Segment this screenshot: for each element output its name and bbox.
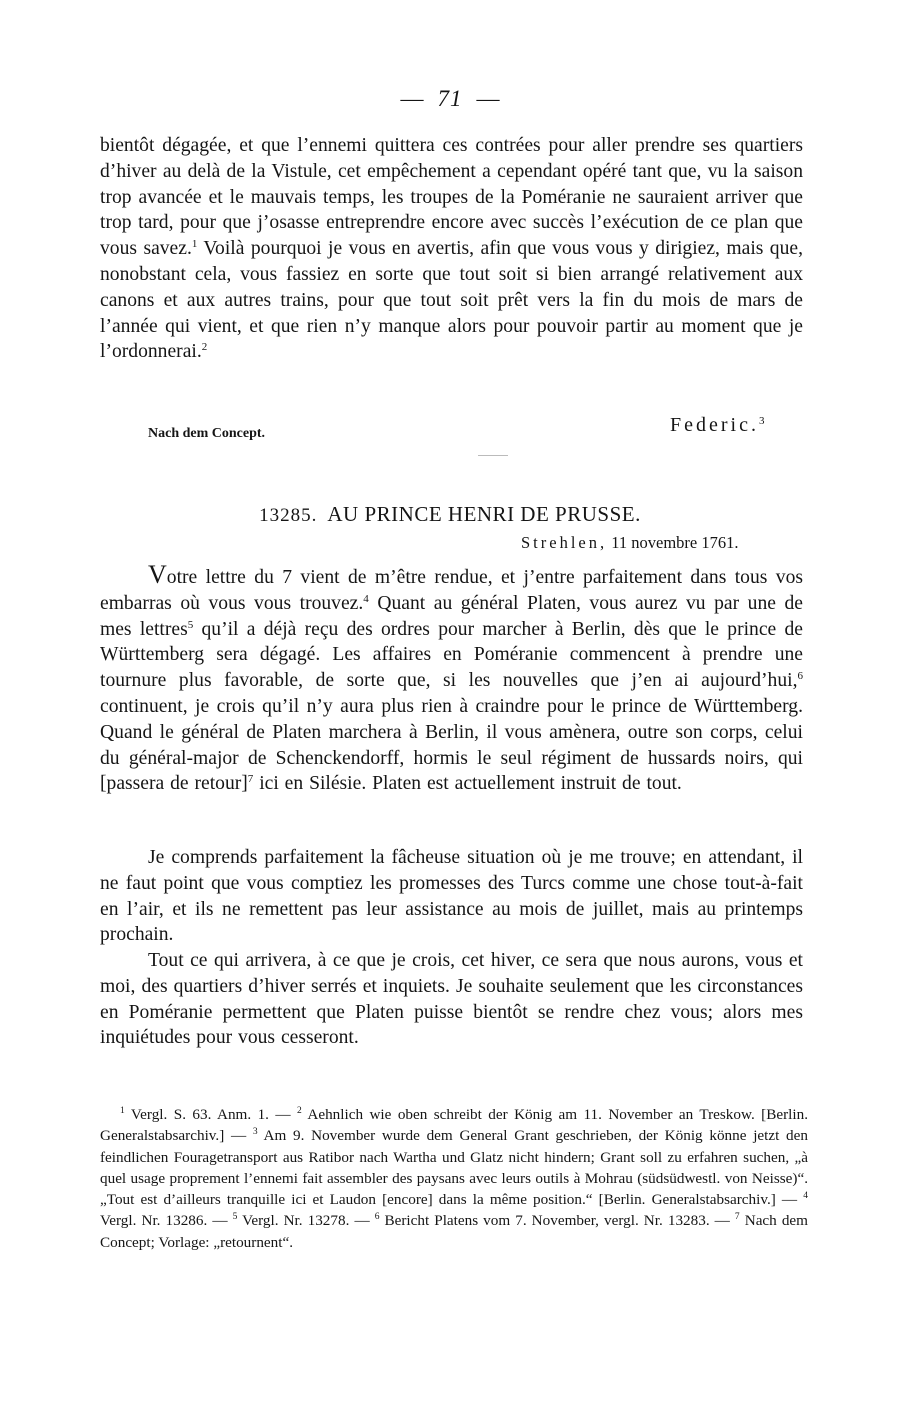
footnote-6-marker: 6 xyxy=(374,1212,380,1223)
footnote-ref-7: 7 xyxy=(247,773,254,786)
letter-addressee: AU PRINCE HENRI DE PRUSSE. xyxy=(327,502,641,526)
letter-date: 11 novembre 1761. xyxy=(611,533,739,552)
footnote-4-marker: 4 xyxy=(803,1191,808,1202)
signature: Federic.$^3$ xyxy=(670,414,768,436)
section-divider xyxy=(478,455,508,456)
footnote-ref-6: 6 xyxy=(797,670,803,683)
footnote-7-text: Nach dem Concept; Vorlage: „retournent“. xyxy=(100,1212,808,1251)
header-dash-right: — xyxy=(476,86,500,111)
footnote-ref-2: 2 xyxy=(201,341,208,354)
page-header xyxy=(0,86,900,112)
letter-paragraph-2: Je comprends parfaitement la fâcheuse situation où je me trouve; en attendant, il ne faut point que vous comptiez les promesses des Turcs comme une chose tout-à-fait en l’air, et ils ne remettent pas leur assistance au mois de juillet, mais au printemps prochain. xyxy=(100,847,803,946)
footnote-ref-1: 1 xyxy=(191,238,198,251)
letter-number: 13285. xyxy=(259,505,318,526)
drop-capital: V xyxy=(148,560,167,589)
footnote-6-text: Bericht Platens vom 7. November, vergl. Nr. 13283. — xyxy=(379,1212,735,1230)
letter-dateline xyxy=(521,533,739,553)
source-note: Nach dem Concept. xyxy=(148,426,266,441)
letter-paragraph-1: Votre lettre du 7 vient de m’être rendue, et j’entre parfaitement dans tous vos embarras où vous vous trouvez.$^4$ Quant au général Platen, vous aurez vu par une de mes lettres$^5$ qu’il a déjà reçu des ordres pour marcher à Berlin, dès que le prince de Württemberg sera dégagé. Les affaires en Poméranie commencent à prendre une tournure plus favorable, de sorte que, si les nouvelles que j’en ai aujourd’hui,$^6$ continuent, je crois qu’il n’y aura plus rien à craindre pour le prince de Württemberg. Quand le général de Platen marchera à Berlin, il vous amènera, outre son corps, celui du général-major de Schenckendorff, hormis le seul régiment de hussards noirs, qui [passera de retour]$^7$ ici en Silésie. Platen est actuellement instruit de tout. xyxy=(100,560,803,795)
letter-heading xyxy=(0,502,900,527)
footnote-4-text: Vergl. Nr. 13286. — xyxy=(100,1212,233,1230)
letter-paragraph-3: Tout ce qui arrivera, à ce que je crois, cet hiver, ce sera que nous aurons, vous et moi, des quartiers d’hiver serrés et inquiets. Je souhaite seulement que les circonstances en Poméranie permettent que Platen puisse bientôt se rendre chez vous; alors mes inquiétudes pour vous cesseront. xyxy=(100,950,803,1049)
previous-letter-text: bientôt dégagée, et que l’ennemi quittera ces contrées pour aller prendre ses quartiers d’hiver au delà de la Vistule, cet empêchement a cependant opéré tant que, vu la saison trop avancée et le mauvais temps, les troupes de la Poméranie ne sauraient arriver que trop tard, pour que j’osasse entreprendre encore avec succès l’exécution de ce plan que vous savez.$^1$ Voilà pourquoi je vous en avertis, afin que vous vous y dirigiez, mais que, nonobstant cela, vous fassiez en sorte que tout soit si bien arrangé relativement aux canons et aux autres trains, pour que tout soit prêt vers la fin du mois de mars de l’année qui vient, et que rien n’y manque alors pour pouvoir partir au moment que je l’ordonnerai.$^2$ xyxy=(100,135,803,363)
footnote-ref-4: 4 xyxy=(363,592,369,605)
footnote-ref-3: 3 xyxy=(758,415,768,427)
letter-place: Strehlen, xyxy=(521,533,608,552)
footnote-ref-5: 5 xyxy=(187,618,194,631)
page-number: 71 xyxy=(437,86,463,111)
footnote-3-marker: 3 xyxy=(252,1127,258,1138)
footnote-5-text: Vergl. Nr. 13278. — xyxy=(237,1212,375,1230)
footnote-3-text: Am 9. November wurde dem General Grant geschrieben, der König könne jetzt den feindlichen Fouragetransport aus Ratibor nach Wartha und Glatz nicht hindern; Grant soll zu erfahren suchen, „à quel usage proprement l’ennemi fait assembler des paysans avec leurs outils à Mohrau (südsüdwestl. von Neisse)“. „Tout est d’ailleurs tranquille ici et Laudon [encore] dans la même position.“ [Berlin. Generalstabsarchiv.] — xyxy=(100,1127,808,1209)
footnote-7-marker: 7 xyxy=(734,1212,740,1223)
footnote-1-text: Vergl. S. 63. Anm. 1. — xyxy=(124,1106,298,1123)
footnote-1-marker: 1 xyxy=(120,1106,125,1116)
footnotes xyxy=(100,1104,808,1253)
footnote-5-marker: 5 xyxy=(232,1212,238,1223)
footnote-2-marker: 2 xyxy=(297,1106,302,1116)
header-dash-left: — xyxy=(400,86,424,111)
footnote-2-text: Aehnlich wie oben schreibt der König am 11. November an Treskow. [Berlin. Generalstabsarchiv.] — xyxy=(100,1106,808,1145)
